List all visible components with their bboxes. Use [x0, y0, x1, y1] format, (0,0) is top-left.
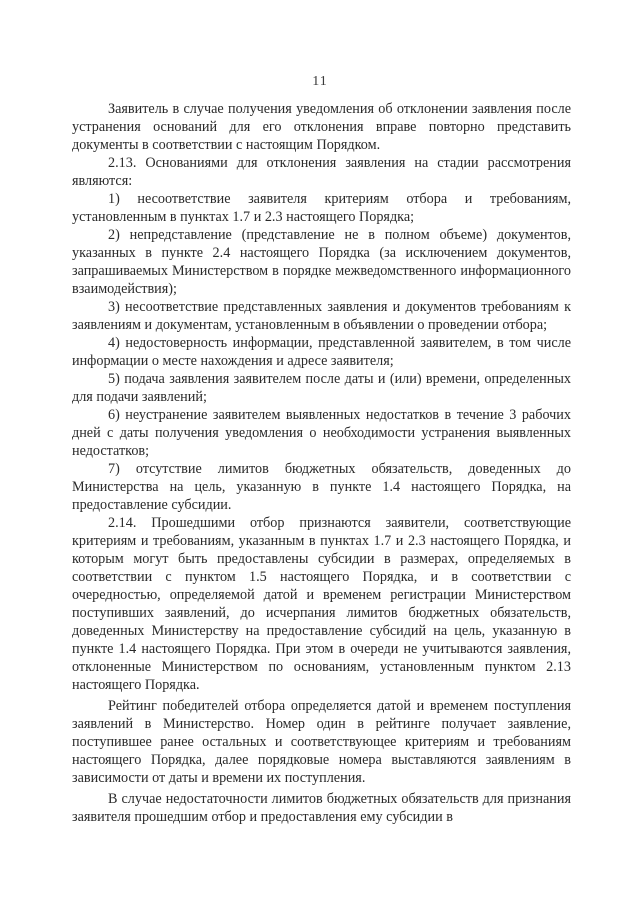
paragraph: 7) отсутствие лимитов бюджетных обязательств, доведенных до Министерства на цель, указанную в пункте 1.4 настоящего Порядка, на предоставление субсидии.	[72, 461, 571, 513]
paragraph: 3) несоответствие представленных заявления и документов требованиям к заявлениям и документам, установленным в объявлении о проведении отбора;	[72, 299, 571, 333]
paragraph: 5) подача заявления заявителем после даты и (или) времени, определенных для подачи заявлений;	[72, 371, 571, 405]
paragraph: Заявитель в случае получения уведомления об отклонении заявления после устранения оснований для его отклонения вправе повторно представить документы в соответствии с настоящим Порядком.	[72, 101, 571, 153]
paragraph: Рейтинг победителей отбора определяется датой и временем поступления заявлений в Министерство. Номер один в рейтинге получает заявление, поступившее ранее остальных и соответствующее критериям и требованиям настоящего Порядка, далее порядковые номера выставляются заявлениям в зависимости от даты и времени их поступления.	[72, 698, 571, 786]
paragraph: 2) непредставление (представление не в полном объеме) документов, указанных в пункте 2.4 настоящего Порядка (за исключением документов, запрашиваемых Министерством в порядке межведомственного информационного взаимодействия);	[72, 227, 571, 297]
paragraph: 2.14. Прошедшими отбор признаются заявители, соответствующие критериям и требованиям, указанным в пунктах 1.7 и 2.3 настоящего Порядка, и которым могут быть предоставлены субсидии в размерах, определяемых в соответствии с пунктом 1.5 настоящего Порядка, и в соответствии с очередностью, определяемой датой и временем регистрации Министерством поступивших заявлений, до исчерпания лимитов бюджетных обязательств, доведенных Министерству на предоставление субсидий на цель, указанную в пункте 1.4 настоящего Порядка. При этом в очереди не учитываются заявления, отклоненные Министерством по основаниям, установленным пунктом 2.13 настоящего Порядка.	[72, 515, 571, 693]
paragraph: В случае недостаточности лимитов бюджетных обязательств для признания заявителя прошедшим отбор и предоставления ему субсидии в	[72, 791, 571, 825]
paragraph: 2.13. Основаниями для отклонения заявления на стадии рассмотрения являются:	[72, 155, 571, 189]
page-number: 11	[312, 74, 328, 89]
paragraph: 6) неустранение заявителем выявленных недостатков в течение 3 рабочих дней с даты получения уведомления о необходимости устранения выявленных недостатков;	[72, 407, 571, 459]
paragraph: 1) несоответствие заявителя критериям отбора и требованиям, установленным в пунктах 1.7 и 2.3 настоящего Порядка;	[72, 191, 571, 225]
document-body	[72, 100, 571, 826]
paragraph: 4) недостоверность информации, представленной заявителем, в том числе информации о месте нахождения и адресе заявителя;	[72, 335, 571, 369]
